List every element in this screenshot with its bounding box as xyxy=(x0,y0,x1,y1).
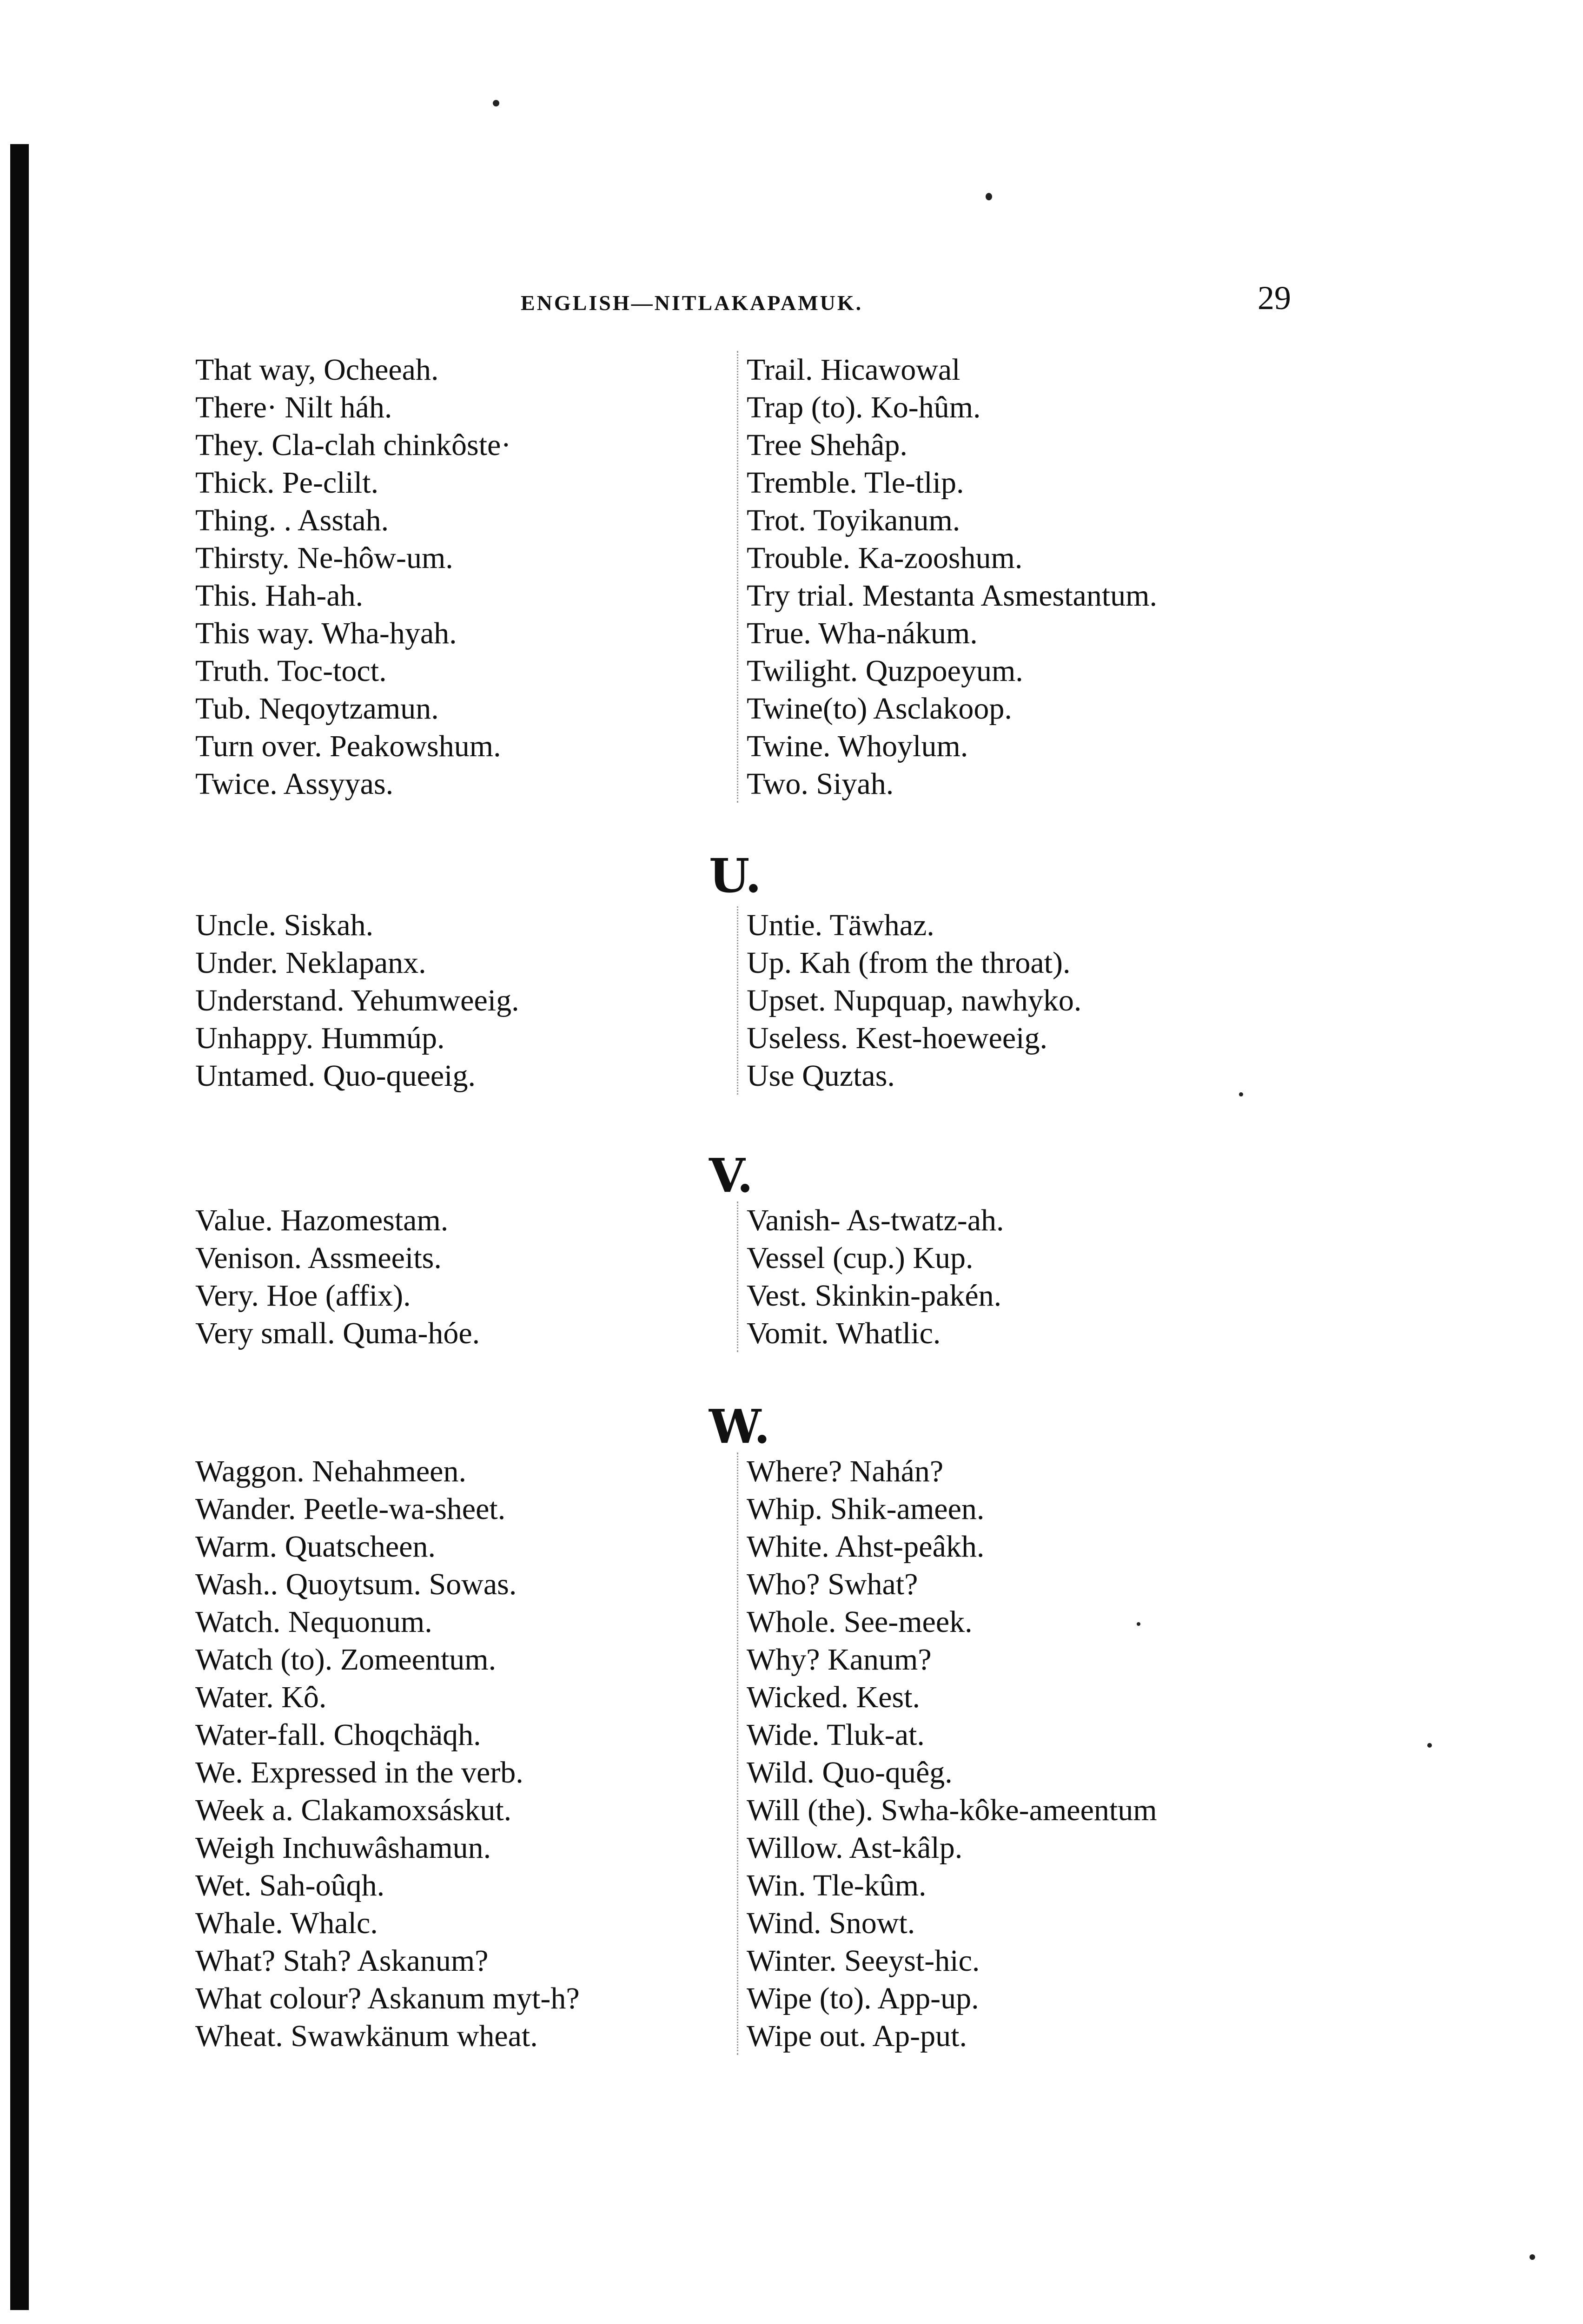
dictionary-entry: Unhappy. Hummúp. xyxy=(195,1021,445,1055)
dictionary-entry: There· Nilt háh. xyxy=(195,390,392,424)
dictionary-entry: Truth. Toc-toct. xyxy=(195,654,387,688)
ink-speck xyxy=(493,100,499,106)
dictionary-entry: Water. Kô. xyxy=(195,1680,327,1714)
dictionary-entry: Trouble. Ka-zooshum. xyxy=(747,541,1023,575)
dictionary-entry: Untamed. Quo-queeig. xyxy=(195,1059,476,1093)
dictionary-entry: Warm. Quatscheen. xyxy=(195,1530,436,1564)
dictionary-entry: Who? Swhat? xyxy=(747,1567,918,1601)
binding-edge-rule xyxy=(10,144,29,2310)
dictionary-entry: That way, Ocheeah. xyxy=(195,353,439,387)
dictionary-entry: This way. Wha-hyah. xyxy=(195,616,457,650)
ink-speck xyxy=(986,193,992,200)
dictionary-entry: Whip. Shik-ameen. xyxy=(747,1492,985,1526)
dictionary-entry: Wheat. Swawkänum wheat. xyxy=(195,2019,538,2053)
dictionary-entry: Twine. Whoylum. xyxy=(747,729,968,763)
dictionary-entry: Waggon. Nehahmeen. xyxy=(195,1454,466,1488)
dictionary-entry: Very small. Quma-hóe. xyxy=(195,1316,480,1350)
dictionary-entry: Winter. Seeyst-hic. xyxy=(747,1944,980,1978)
v-entries-left-column xyxy=(195,1202,823,1352)
ink-speck xyxy=(1427,1743,1432,1748)
dictionary-entry: Wild. Quo-quêg. xyxy=(747,1756,953,1789)
dictionary-entry: What? Stah? Askanum? xyxy=(195,1944,489,1978)
dictionary-entry: Very. Hoe (affix). xyxy=(195,1279,411,1313)
dictionary-entry: True. Wha-nákum. xyxy=(747,616,978,650)
page-number: 29 xyxy=(1258,279,1291,317)
dictionary-entry: Thing. . Asstah. xyxy=(195,503,389,537)
dictionary-entry: Twilight. Quzpoeyum. xyxy=(747,654,1023,688)
dictionary-entry: Tub. Neqoytzamun. xyxy=(195,692,439,726)
dictionary-entry: They. Cla-clah chinkôste· xyxy=(195,428,511,462)
dictionary-entry: Willow. Ast-kâlp. xyxy=(747,1831,963,1865)
dictionary-entry: Wipe (to). App-up. xyxy=(747,1981,979,2015)
dictionary-entry: Vomit. Whatlic. xyxy=(747,1316,941,1350)
section-letter-u: U. xyxy=(709,848,762,903)
section-letter-w: W. xyxy=(709,1399,770,1454)
dictionary-entry: Upset. Nupquap, nawhyko. xyxy=(747,984,1082,1017)
dictionary-entry: Twine(to) Asclakoop. xyxy=(747,692,1012,726)
dictionary-entry: Understand. Yehumweeig. xyxy=(195,984,519,1017)
dictionary-entry: Twice. Assyyas. xyxy=(195,767,394,801)
dictionary-entry: Week a. Clakamoxsáskut. xyxy=(195,1793,512,1827)
dictionary-entry: White. Ahst-peâkh. xyxy=(747,1530,985,1564)
t-entries-left-column xyxy=(195,351,823,803)
dictionary-entry: Vest. Skinkin-pakén. xyxy=(747,1279,1002,1313)
dictionary-entry: Value. Hazomestam. xyxy=(195,1203,449,1237)
dictionary-entry: Wide. Tluk-at. xyxy=(747,1718,925,1752)
dictionary-entry: Thirsty. Ne-hôw-um. xyxy=(195,541,453,575)
dictionary-entry: Two. Siyah. xyxy=(747,767,894,801)
dictionary-entry: Untie. Täwhaz. xyxy=(747,908,934,942)
dictionary-entry: Tree Shehâp. xyxy=(747,428,907,462)
dictionary-entry: Wash.. Quoytsum. Sowas. xyxy=(195,1567,517,1601)
dictionary-entry: Whale. Whalc. xyxy=(195,1906,378,1940)
dictionary-entry: Try trial. Mestanta Asmestantum. xyxy=(747,579,1158,613)
dictionary-entry: Trap (to). Ko-hûm. xyxy=(747,390,981,424)
running-head: ENGLISH—NITLAKAPAMUK. xyxy=(521,291,863,315)
dictionary-entry: What colour? Askanum myt-h? xyxy=(195,1981,580,2015)
w-entries-right-column xyxy=(737,1452,1398,2055)
dictionary-entry: Tremble. Tle-tlip. xyxy=(747,466,964,500)
dictionary-entry: Use Quztas. xyxy=(747,1059,895,1093)
u-entries-right-column xyxy=(737,906,1398,1095)
dictionary-entry: Why? Kanum? xyxy=(747,1643,932,1677)
dictionary-entry: Trot. Toyikanum. xyxy=(747,503,960,537)
t-entries-right-column xyxy=(737,351,1398,803)
dictionary-entry: Will (the). Swha-kôke-ameentum xyxy=(747,1793,1157,1827)
dictionary-entry: Wind. Snowt. xyxy=(747,1906,915,1940)
dictionary-entry: Vessel (cup.) Kup. xyxy=(747,1241,974,1275)
dictionary-entry: Thick. Pe-clilt. xyxy=(195,466,379,500)
dictionary-entry: Where? Nahán? xyxy=(747,1454,944,1488)
dictionary-entry: Useless. Kest-hoeweeig. xyxy=(747,1021,1047,1055)
v-entries-right-column xyxy=(737,1202,1398,1352)
dictionary-entry: Watch (to). Zomeentum. xyxy=(195,1643,497,1677)
dictionary-entry: Uncle. Siskah. xyxy=(195,908,374,942)
dictionary-entry: We. Expressed in the verb. xyxy=(195,1756,523,1789)
dictionary-entry: Trail. Hicawowal xyxy=(747,353,960,387)
dictionary-entry: This. Hah-ah. xyxy=(195,579,364,613)
dictionary-entry: Up. Kah (from the throat). xyxy=(747,946,1071,980)
w-entries-left-column xyxy=(195,1452,823,2055)
section-letter-v: V. xyxy=(709,1148,753,1203)
dictionary-entry: Vanish- As-twatz-ah. xyxy=(747,1203,1004,1237)
u-entries-left-column xyxy=(195,906,823,1095)
dictionary-entry: Wipe out. Ap-put. xyxy=(747,2019,967,2053)
dictionary-entry: Turn over. Peakowshum. xyxy=(195,729,501,763)
ink-speck xyxy=(1530,2254,1535,2260)
dictionary-entry: Whole. See-meek. xyxy=(747,1605,973,1639)
dictionary-entry: Win. Tle-kûm. xyxy=(747,1868,927,1902)
dictionary-entry: Water-fall. Choqchäqh. xyxy=(195,1718,481,1752)
dictionary-entry: Wet. Sah-oûqh. xyxy=(195,1868,385,1902)
dictionary-entry: Watch. Nequonum. xyxy=(195,1605,432,1639)
dictionary-entry: Wicked. Kest. xyxy=(747,1680,921,1714)
dictionary-entry: Wander. Peetle-wa-sheet. xyxy=(195,1492,506,1526)
dictionary-entry: Weigh Inchuwâshamun. xyxy=(195,1831,491,1865)
dictionary-entry: Venison. Assmeeits. xyxy=(195,1241,442,1275)
dictionary-entry: Under. Neklapanx. xyxy=(195,946,426,980)
